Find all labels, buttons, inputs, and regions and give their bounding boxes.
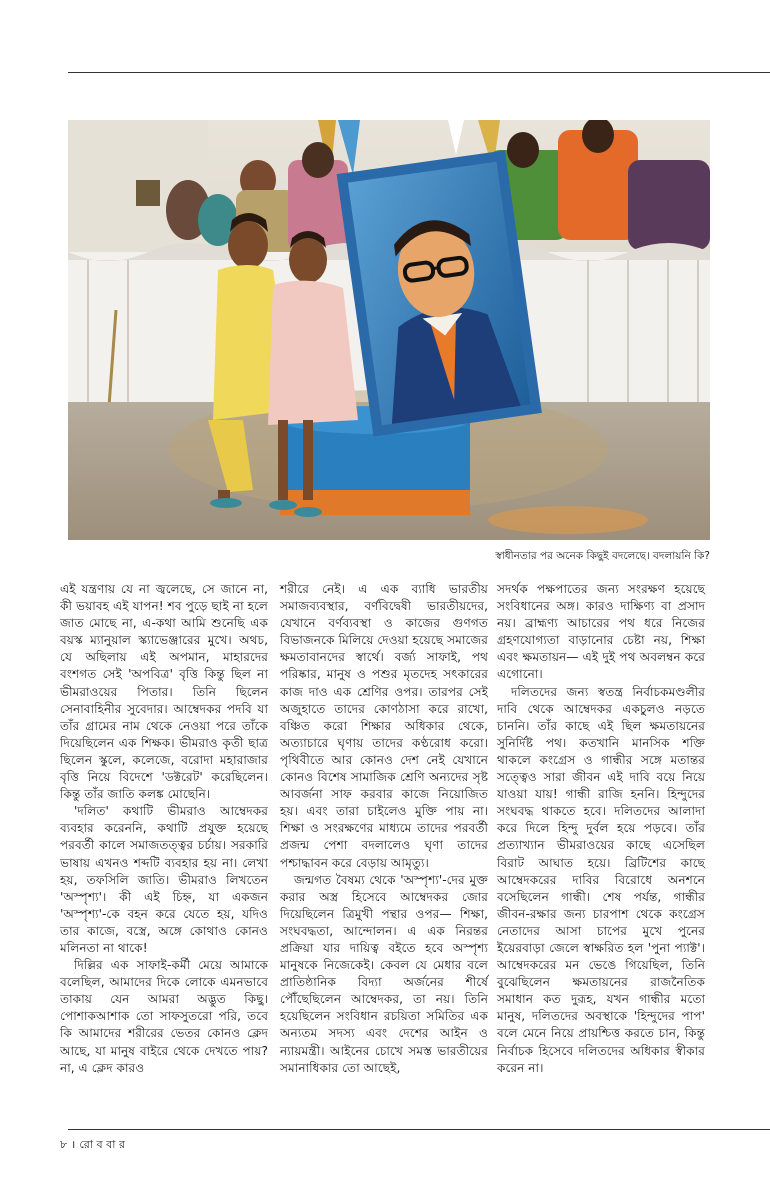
paragraph: দলিতদের জন্য স্বতন্ত্র নির্বাচকমণ্ডলীর দাবি থেকে আম্বেদকর একচুলও নড়তে চাননি। তাঁর কাছে এই ছিল ক্ষমতায়নের সুনির্দিষ্ট পথ। কতখানি মানসিক শক্তি থাকলে কংগ্রেস ও গান্ধীর সঙ্গে মতান্তর সত্ত্বেও সারা জীবন এই দাবি বয়ে নিয়ে যাওয়া যায়! গান্ধী রাজি হননি। হিন্দুদের সংঘবদ্ধ থাকতে হবে। দলিতদের আলাদা করে দিলে হিন্দু দুর্বল হয়ে পড়বে। তাঁর প্রত্যাখ্যান ভীমরাওয়ের কাছে এসেছিল বিরাট আঘাত হয়ে। ব্রিটিশের কাছে আম্বেদকরের দাবির বিরোধে অনশনে বসেছিলেন গান্ধী। শেষ পর্যন্ত, গান্ধীর জীবন-রক্ষার জন্য চারপাশ থেকে কংগ্রেস নেতাদের আসা চাপের মুখে পুনের ইয়েরবাড়া জেলে স্বাক্ষরিত হল 'পুনা প্যাক্ট'। আম্বেদকরের মন ভেঙে গিয়েছিল, তিনি বুঝেছিলেন ক্ষমতায়নের রাজনৈতিক সমাধান কত দুরূহ, যখন গান্ধীর মতো মানুষ, দলিতদের অবস্থাকে 'হিন্দুদের পাপ' বলে মেনে নিয়ে প্রায়শ্চিত্ত করতে চান, কিন্তু নির্বাচক হিসেবে দলিতদের অধিকার স্বীকার করেন না। <box>497 684 705 1075</box>
paragraph: সদর্থক পক্ষপাতের জন্য সংরক্ষণ হয়েছে সংবিধানের অঙ্গ। কারও দাক্ষিণ্য বা প্রসাদ নয়। ব্রাহ্মণ্য আচারের পথ ধরে নিজের গ্রহণযোগ্যতা বাড়ানোর চেষ্টা নয়, শিক্ষা এবং ক্ষমতায়ন— এই দুই পথ অবলম্বন করে এগোনো। <box>497 582 705 682</box>
text-column-1 <box>60 581 268 1077</box>
footer-separator: । <box>71 1138 76 1151</box>
page-footer <box>60 1136 125 1155</box>
paragraph: 'দলিত' কথাটি ভীমরাও আম্বেদকর ব্যবহার করেননি, কথাটি প্রযুক্ত হয়েছে পরবর্তী কালে সমাজতত্ত্বর চর্চায়। সরকারি ভাষায় এখনও শব্দটি ব্যবহার হয় না। লেখা হয়, তফসিলি জাতি। ভীমরাও লিখতেন 'অস্পৃশ্য'। কী এই চিহ্ন, যা একজন 'অস্পৃশ্য'-কে বহন করে যেতে হয়, যদিও তার কাজে, বস্ত্রে, অঙ্গে কোথাও কোনও মলিনতা না থাকে! <box>60 804 268 955</box>
text-column-3 <box>497 581 705 1077</box>
paragraph: শরীরে নেই। এ এক ব্যাধি ভারতীয় সমাজব্যবস্থার, বর্ণবিদ্বেষী ভারতীয়দের, যেখানে বর্ণব্যবস্থা ও কাজের গুণগত বিভাজনকে মিলিয়ে দেওয়া হয়েছে সমাজের ক্ষমতাবানদের স্বার্থে। বর্জ্য সাফাই, পথ পরিষ্কার, মানুষ ও পশুর মৃতদেহ সৎকারের কাজ দাও এক শ্রেণির ওপর। তারপর সেই অজুহাতে তাদের কোণঠাসা করে রাখো, বঞ্চিত করো শিক্ষার অধিকার থেকে, অত্যাচারে ঘৃণায় তাদের কণ্ঠরোধ করো। পৃথিবীতে আর কোনও দেশ নেই যেখানে কোনও বিশেষ সামাজিক শ্রেণি অন্যদের সৃষ্ট আবর্জনা সাফ করবার কাজে নিয়োজিত হয়। এবং তারা চাইলেও মুক্তি পায় না। শিক্ষা ও সংরক্ষণের মাধ্যমে তাদের পরবর্তী প্রজন্ম পেশা বদলালেও ঘৃণা তাদের পশ্চাদ্ধাবন করে বেড়ায় আমৃত্যু। <box>280 582 488 870</box>
paragraph: জন্মগত বৈষম্য থেকে 'অস্পৃশ্য'-দের মুক্ত করার অস্ত্র হিসেবে আম্বেদকর জোর দিয়েছিলেন ত্রিমুখী পন্থার ওপর— শিক্ষা, সংঘবদ্ধতা, আন্দোলন। এ এক নিরন্তর প্রক্রিয়া যার দায়িত্ব বইতে হবে অস্পৃশ্য মানুষকে নিজেকেই। কেবল যে মেধার বলে প্রাতিষ্ঠানিক বিদ্যা অর্জনের শীর্ষে পৌঁছেছিলেন আম্বেদকর, তা নয়। তিনি হয়েছিলেন সংবিধান রচয়িতা সমিতির এক অন্যতম সদস্য এবং দেশের আইন ও ন্যায়মন্ত্রী। আইনের চোখে সমস্ত ভারতীয়ের সমানাধিকার তো আছেই, <box>280 872 488 1075</box>
page-number: ৮ <box>60 1138 68 1151</box>
top-rule <box>68 72 770 73</box>
bottom-rule <box>68 1129 770 1130</box>
publication-name: রো ব বা র <box>79 1138 125 1151</box>
paragraph: দিল্লির এক সাফাই-কর্মী মেয়ে আমাকে বলেছিল, আমাদের দিকে লোকে এমনভাবে তাকায় যেন আমরা অদ্ভুত কিছু। পোশাকআশাক তো সাফসুতরো পরি, তবে কি আমাদের শরীরের ভেতর কোনও ক্লেদ আছে, যা মানুষ বাইরে থেকে দেখতে পায়? না, এ ক্লেদ কারও <box>60 958 268 1075</box>
photo-caption: স্বাধীনতার পর অনেক কিছুই বদলেছে। বদলায়নি কি? <box>495 550 710 562</box>
paragraph: এই যন্ত্রণায় যে না জ্বলেছে, সে জানে না, কী ভয়াবহ এই যাপন! শব পুড়ে ছাই না হলে জাত মোছে না, এ-কথা আমি শুনেছি এক বয়স্ক ম্যানুয়াল স্ক্যাভেঞ্জারের মুখে। অথচ, যে অছিলায় এই অপমান, মাহারদের বংশগত সেই 'অপবিত্র' বৃত্তি কিন্তু ছিল না ভীমরাওয়ের পিতার। তিনি ছিলেন সেনাবাহিনীর সুবেদার। আম্বেদকর পদবি যা তাঁর গ্রামের নাম থেকে নেওয়া পরে তাঁকে দিয়েছিলেন এক শিক্ষক। ভীমরাও কৃতী ছাত্র ছিলেন স্কুলে, কলেজে, বরোদা মহারাজার বৃত্তি নিয়ে বিদেশে 'ডক্টরেট' করেছিলেন। কিন্তু তাঁর জাতি কলঙ্ক মোছেনি। <box>60 582 268 802</box>
feature-photo <box>68 120 710 540</box>
text-column-2 <box>280 581 488 1077</box>
wall-sign <box>136 180 160 206</box>
